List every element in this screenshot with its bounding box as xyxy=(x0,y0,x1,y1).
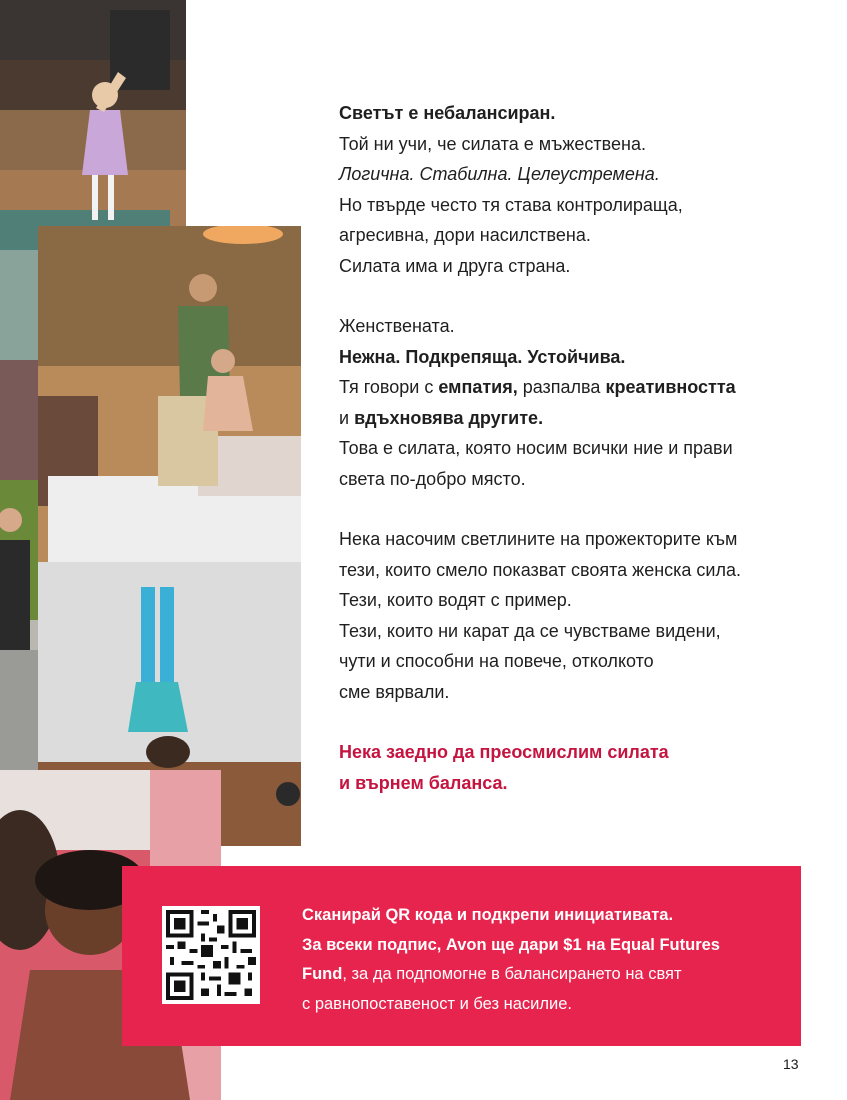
banner-line-bold: За всеки подпис, Avon ще дари $1 на Equal Futures xyxy=(302,935,720,954)
body-line: Женствената. xyxy=(339,316,455,336)
body-line: сме вярвали. xyxy=(339,681,450,702)
photo-father-daughter xyxy=(38,226,301,562)
body-line: Тези, които водят с пример. xyxy=(339,590,572,610)
body-line: Силата има и друга страна. xyxy=(339,255,571,276)
text-run: разпалва xyxy=(517,377,606,397)
text-run-bold: вдъхновява другите. xyxy=(354,407,544,428)
headline: Светът е небалансиран. xyxy=(339,103,556,123)
body-line: тези, които смело показват своята женска сила. xyxy=(339,559,741,580)
page-number: 13 xyxy=(783,1056,799,1072)
body-line: Той ни учи, че силата е мъжествена. xyxy=(339,133,646,154)
qr-banner xyxy=(122,866,801,1046)
text-run-bold: Fund xyxy=(302,965,343,983)
text-run-bold: емпатия, xyxy=(438,377,518,397)
text-run: и xyxy=(339,407,355,428)
photo-crowd-left xyxy=(0,250,38,770)
body-text xyxy=(339,98,809,798)
banner-line-bold: Сканирай QR кода и подкрепи инициативата. xyxy=(302,906,674,924)
body-line: Но твърде често тя става контролираща, xyxy=(339,194,683,215)
banner-line: с равнопоставеност и без насилие. xyxy=(302,994,572,1013)
banner-line xyxy=(302,960,782,990)
body-line: агресивна, дори насилствена. xyxy=(339,225,591,245)
body-line: Това е силата, която носим всички ние и прави xyxy=(339,438,733,458)
text-run: Тя говори с xyxy=(339,377,439,397)
body-line: света по-добро място. xyxy=(339,468,526,489)
accent-line: и върнем баланса. xyxy=(339,772,508,793)
body-line xyxy=(339,403,809,434)
body-line-bold: Нежна. Подкрепяща. Устойчива. xyxy=(339,346,626,367)
body-line: Нека насочим светлините на прожекторите към xyxy=(339,529,738,549)
text-run-bold: креативността xyxy=(605,377,736,397)
body-line xyxy=(339,372,809,403)
banner-text xyxy=(302,901,782,1019)
body-line-italic: Логична. Стабилна. Целеустремена. xyxy=(339,164,660,184)
text-run: , за да подпомогне в балансирането на свят xyxy=(342,965,682,983)
accent-line: Нека заедно да преосмислим силата xyxy=(339,742,669,762)
qr-code-icon[interactable] xyxy=(162,906,260,1004)
photo-girl-ballet xyxy=(0,0,186,250)
body-line: Тези, които ни карат да се чувстваме видени, xyxy=(339,620,721,641)
body-line: чути и способни на повече, отколкото xyxy=(339,651,654,671)
